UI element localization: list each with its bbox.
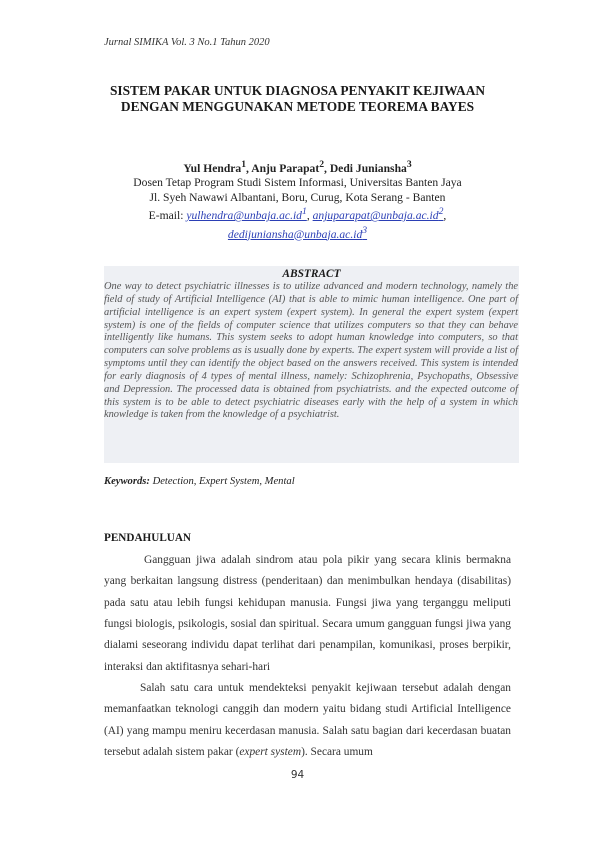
author-emails: E-mail: $yulhendra@unbaja.ac.id^1$, $anjuparapat@unbaja.ac.id^2$, bbox=[148, 206, 447, 223]
title-line-1: SISTEM PAKAR UNTUK DIAGNOSA PENYAKIT KEJIWAAN bbox=[109, 83, 486, 98]
author-sup-1: 1 bbox=[241, 159, 247, 170]
email-link-3[interactable]: $dedijuniansha@unbaja.ac.id^3$ bbox=[227, 224, 368, 241]
title-line-2: DENGAN MENGGUNAKAN METODE TEOREMA BAYES bbox=[120, 99, 475, 114]
journal-header: Jurnal SIMIKA Vol. 3 No.1 Tahun 2020 bbox=[104, 37, 270, 48]
body-text bbox=[104, 550, 511, 763]
author-name-2: Anju Parapat bbox=[251, 161, 320, 175]
keywords bbox=[104, 476, 295, 487]
paper-title bbox=[60, 83, 535, 115]
author-name-1: Yul Hendra bbox=[183, 161, 242, 175]
email-link-2[interactable]: $anjuparapat@unbaja.ac.id^2$ bbox=[312, 206, 444, 223]
keywords-label: Keywords: bbox=[104, 476, 150, 487]
author-address: Jl. Syeh Nawawi Albantani, Boru, Curug, Kota Serang - Banten bbox=[149, 190, 446, 204]
author-sup-3: 3 bbox=[406, 159, 412, 170]
author-block bbox=[60, 158, 535, 242]
section-heading: PENDAHULUAN bbox=[104, 532, 192, 544]
author-sup-2: 2 bbox=[319, 159, 325, 170]
paragraph-1: Gangguan jiwa adalah sindrom atau pola pikir yang secara klinis bermakna yang berkaitan langsung distress (penderitaan) dan menimbulkan hendaya (disabilitas) pada satu atau lebih fungsi kehidupan manusia. Fungsi jiwa yang terganggu meliputi fungsi biologis, psikologis, sosial dan spiritual. Secara umum gangguan fungsi jiwa yang dialami seseorang individu dapat terlihat dari penampilan, komunikasi, proses berpikir, interaksi dan aktifitasnya sehari-hari bbox=[104, 554, 511, 673]
abstract-text: One way to detect psychiatric illnesses is to utilize advanced and modern technology, namely the field of study of Artificial Intelligence (AI) that is able to mimic human intelligence. One part of artificial intelligence is an expert system (expert system). In general the expert system (expert system) is one of the fields of computer science that utilizes computers so that they can behave intelligently like humans. This system seeks to adopt human knowledge into computers, so that computers can solve problems as is usually done by experts. The expert system will provide a list of symptoms until they can identify the object based on the answers received. This system is intended for early diagnosis of 4 types of mental illness, namely: Schizophrenia, Psychopaths, Obsessive and Depression. The processed data is obtained from psychiatrists. and the expected outcome of this system is to be able to detect psychiatric diseases early with the help of a system in which knowledge is taken from the knowledge of a psychiatrist. bbox=[104, 281, 518, 421]
abstract-heading: ABSTRACT bbox=[282, 268, 341, 280]
author-name-3: Dedi Juniansha bbox=[329, 161, 407, 175]
author-names: Yul Hendra$^1$, Anju Parapat$^2$, Dedi Juniansha$^3$ bbox=[183, 159, 412, 175]
paragraph-2: Salah satu cara untuk mendekteksi penyakit kejiwaan tersebut adalah dengan memanfaatkan teknologi canggih dan modern yaitu bidang studi Artificial Intelligence (AI) yang mampu meniru kecerdasan manusia. Salah satu bagian dari kecerdasan buatan tersebut adalah sistem pakar (expert system). Secara umum bbox=[104, 682, 511, 759]
author-affiliation: Dosen Tetap Program Studi Sistem Informasi, Universitas Banten Jaya bbox=[133, 176, 462, 190]
email-label: E-mail: bbox=[148, 209, 187, 223]
email-link-1[interactable]: $yulhendra@unbaja.ac.id^1$ bbox=[186, 206, 307, 223]
page-number: 94 bbox=[290, 769, 305, 781]
author-emails-line-2 bbox=[60, 224, 535, 242]
keywords-value: Detection, Expert System, Mental bbox=[152, 476, 295, 487]
